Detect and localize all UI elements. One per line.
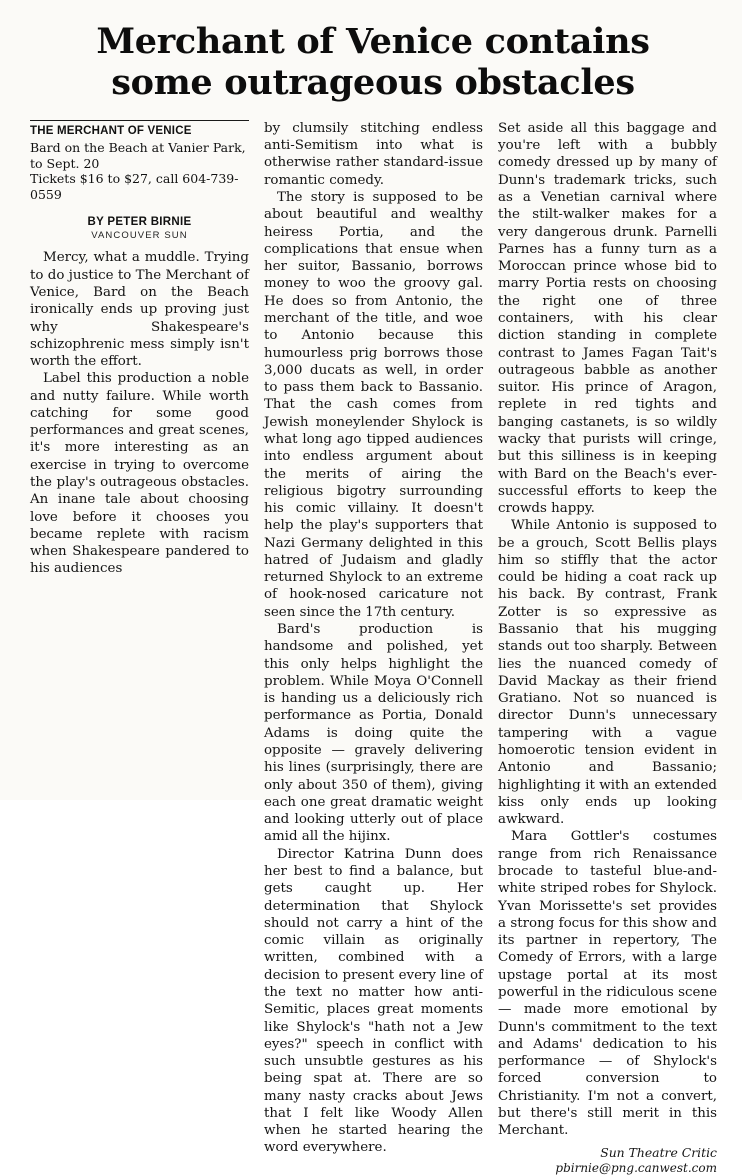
headline-line-2: some outrageous obstacles bbox=[111, 61, 635, 103]
column-2 bbox=[264, 120, 483, 1157]
paragraph: Mercy, what a muddle. Trying to do justice to The Merchant of Venice, Bard on the Beach ironically ends up proving just why Shakespeare's schizophrenic mess simply isn't worth the effort. bbox=[30, 250, 249, 370]
signoff: Sun Theatre Critic bbox=[600, 1145, 717, 1161]
paragraph: Director Katrina Dunn does her best to find a balance, but gets caught up. Her determination that Shylock should not carry a hint of the comic villain as originally written, combined with a decision to present every line of the text no matter how anti-Semitic, places great moments like Shylock's "hath not a Jew eyes?" speech in conflict with such unsubtle gestures as his being spat at. There are so many nasty cracks about Jews that I felt like Woody Allen when he started hearing the word everywhere. bbox=[264, 846, 483, 1156]
column-rule bbox=[30, 120, 249, 121]
byline-block bbox=[30, 216, 249, 241]
column-1 bbox=[30, 120, 249, 578]
page-title bbox=[30, 22, 716, 104]
paragraph: Set aside all this baggage and you're left with a bubbly comedy dressed up by many of Dunn's trademark tricks, such as a Venetian carnival where the stilt-walker makes for a very dangerous drunk. Parnelli Parnes has a funny turn as a Moroccan prince whose bid to marry Portia rests on choosing the right one of three containers, with his clear diction standing in complete contrast to James Fagan Tait's outrageous babble as another suitor. His prince of Aragon, replete in red tights and banging castanets, is so wildly wacky that purists will cringe, but this silliness is in keeping with Bard on the Beach's ever-successful efforts to keep the crowds happy. bbox=[498, 120, 717, 517]
show-venue: Bard on the Beach at Vanier Park, to Sept. 20 bbox=[30, 139, 246, 171]
show-title: THE MERCHANT OF VENICE bbox=[30, 124, 192, 137]
byline-author: BY PETER BIRNIE bbox=[87, 216, 192, 229]
headline-line-1: Merchant of Venice contains bbox=[96, 21, 650, 62]
paragraph: While Antonio is supposed to be a grouch, Scott Bellis plays him so stiffly that the actor could be hiding a coat rack up his back. By contrast, Frank Zotter is so expressive as Bassanio that his mugging stands out too sharply. Between lies the nuanced comedy of David Mackay as their friend Gratiano. Not so nuanced is director Dunn's unnecessary tampering with a vague homoerotic tension evident in Antonio and Bassanio; highlighting it with an extended kiss only ends up looking awkward. bbox=[498, 518, 717, 828]
paragraph: Bard's production is handsome and polished, yet this only helps highlight the problem. While Moya O'Connell is handing us a deliciously rich performance as Portia, Donald Adams is doing quite the opposite — gravely delivering his lines (surprisingly, there are only about 350 of them), giving each one great dramatic weight and looking utterly out of place amid all the hijinx. bbox=[264, 622, 483, 845]
article-columns bbox=[30, 120, 716, 1175]
paragraph: by clumsily stitching endless anti-Semitism into what is otherwise rather standard-issue romantic comedy. bbox=[264, 120, 483, 188]
author-email: pbirnie@png.canwest.com bbox=[555, 1161, 717, 1175]
byline-source: VANCOUVER SUN bbox=[91, 230, 188, 242]
show-tickets: Tickets $16 to $27, call 604-739-0559 bbox=[30, 171, 239, 202]
paragraph: The story is supposed to be about beautiful and wealthy heiress Portia, and the complications that ensue when her suitor, Bassanio, borrows money to woo the groovy gal. He does so from Antonio, the merchant of the title, and woe to Antonio because this humourless prig borrows those 3,000 ducats as well, in order to pass them back to Bassanio. That the cash comes from Jewish moneylender Shylock is what long ago tipped audiences into endless argument about the merits of airing the religious bigotry surrounding his comic villainy. It doesn't help the play's supporters that Nazi Germany delighted in this hatred of Judaism and gladly returned Shylock to an extreme of hook-nosed caricature not seen since the 17th century. bbox=[264, 190, 483, 620]
paragraph: Mara Gottler's costumes range from rich Renaissance brocade to tasteful blue-and-white striped robes for Shylock. Yvan Morissette's set provides a strong focus for this show and its partner in repertory, The Comedy of Errors, with a large upstage portal at its most powerful in the ridiculous scene — made more emotional by Dunn's commitment to the text and Adams' dedication to his performance — of Shylock's forced conversion to Christianity. I'm not a convert, but there's still merit in this Merchant. bbox=[498, 829, 717, 1139]
column-3 bbox=[498, 120, 717, 1175]
paragraph: Label this production a noble and nutty failure. While worth catching for some good performances and great scenes, it's more interesting as an exercise in trying to overcome the play's outrageous obstacles. An inane tale about choosing love before it chooses you became replete with racism when Shakespeare pandered to his audiences bbox=[30, 371, 249, 577]
